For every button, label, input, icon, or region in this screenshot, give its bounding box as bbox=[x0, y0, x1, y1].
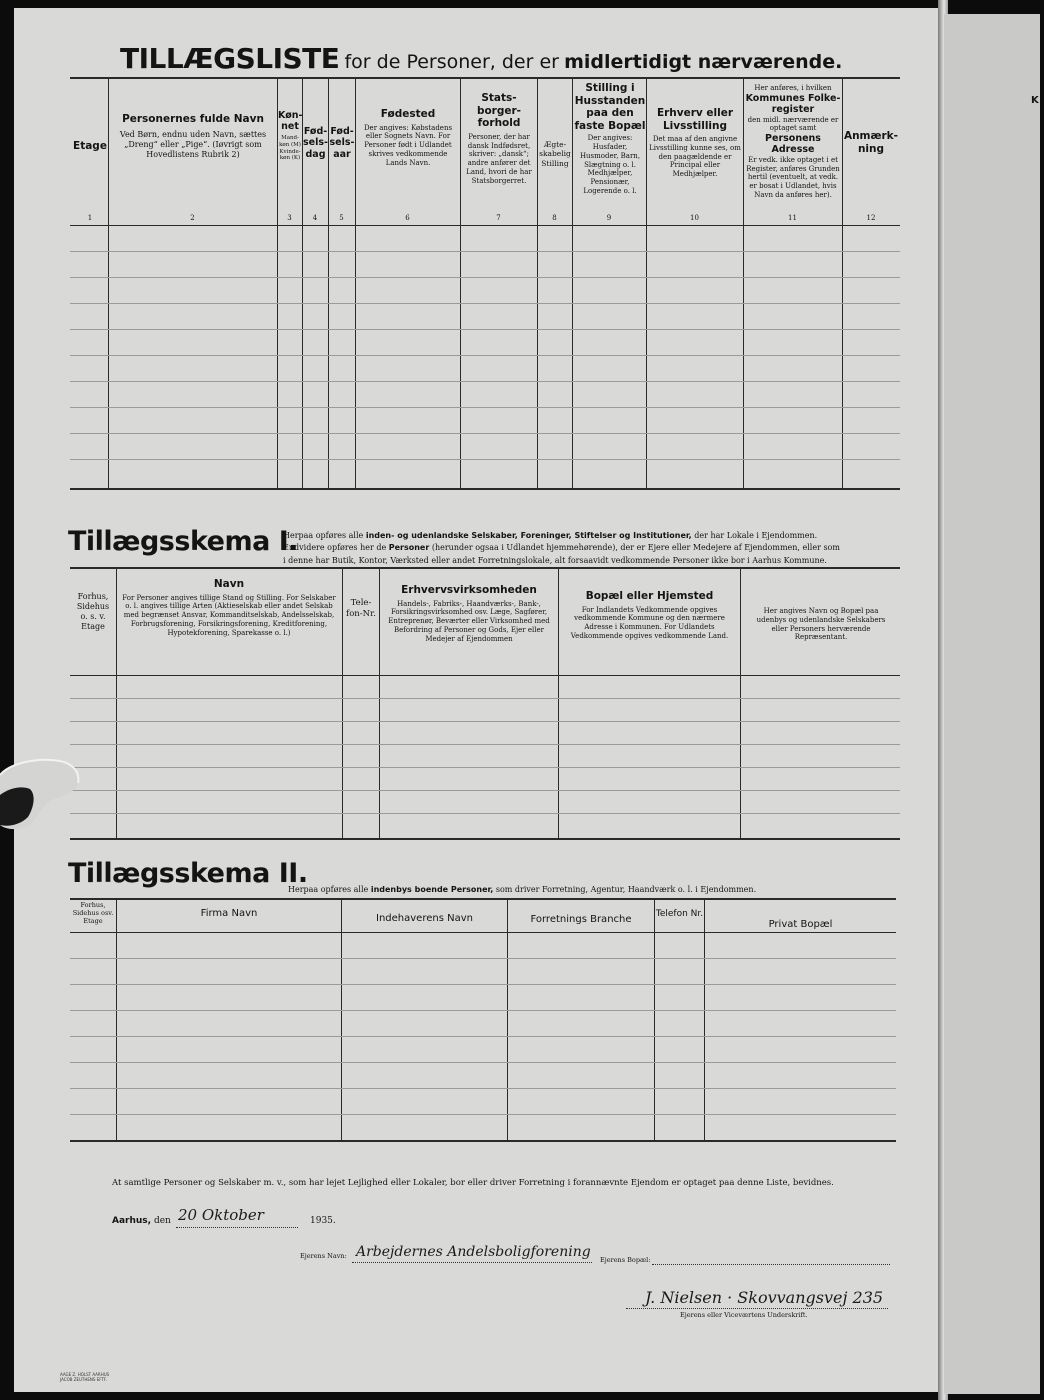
col-number-10: 10 bbox=[690, 214, 699, 222]
next-page-edge bbox=[944, 14, 1040, 1394]
date-handwritten: 20 Oktober bbox=[178, 1206, 264, 1224]
skema2-col-bopael: Privat Bopæl bbox=[768, 919, 833, 930]
skema2-col-indehaver: Indehaverens Navn bbox=[376, 913, 473, 924]
col-number-2: 2 bbox=[190, 214, 195, 222]
col-header-fodselsaar: Fød-sels-aar bbox=[329, 126, 355, 160]
col-number-11: 11 bbox=[788, 214, 797, 222]
col-header-kon: Køn-net Mand-køn (M) Kvinde-køn (K) bbox=[278, 110, 303, 162]
date-year: 1935. bbox=[310, 1216, 336, 1226]
main-title-emphasis: midlertidigt nærværende. bbox=[564, 51, 843, 73]
skema2-col-telefon: Telefon Nr. bbox=[655, 909, 704, 919]
owner-name-label: Ejerens Navn: bbox=[300, 1252, 347, 1260]
skema2-title: Tillægsskema II. bbox=[68, 858, 308, 889]
col-header-etage: Etage bbox=[73, 140, 107, 152]
skema1-col-etage: Forhus, Sidehus o. s. v. Etage bbox=[76, 592, 110, 631]
col-number-12: 12 bbox=[866, 214, 876, 222]
next-page-fragment: K bbox=[1031, 95, 1039, 106]
col-number-3: 3 bbox=[287, 214, 292, 222]
col-number-6: 6 bbox=[405, 214, 410, 222]
date-line: Aarhus, den bbox=[112, 1216, 171, 1226]
col-header-fodselsdag: Fød-sels-dag bbox=[303, 126, 328, 160]
printer-imprint: AAGE Z. HOLST AARHUS JACOB ZEUTHENS EFTF. bbox=[60, 1372, 110, 1383]
col-header-aegteskab: Ægte-skabelig Stilling bbox=[539, 140, 571, 168]
col-header-folkeregister: Her anføres, i hvilken Kommunes Folke-register den midl. nærværende er optaget samt Personens Adresse Er vedk. ikke optaget i et Register, anføres Grunden hertil (eventuelt, at vedk. er bosat i Udlandet, hvis Navn da anføres her). bbox=[745, 84, 841, 199]
signature: J. Nielsen · Skovvangsvej 235 bbox=[645, 1288, 884, 1307]
owner-name-value: Arbejdernes Andelsboligforening bbox=[356, 1244, 591, 1260]
finger-shadow bbox=[0, 755, 82, 830]
col-header-navn: Personernes fulde Navn Ved Børn, endnu uden Navn, sættes „Dreng“ eller „Pige“. (Iøvrigt som Hovedlistens Rubrik 2) bbox=[119, 113, 267, 159]
main-title-normal: for de Personer, der er bbox=[344, 51, 559, 73]
skema1-col-erhverv: Erhvervsvirksomheden Handels-, Fabriks-, Haandværks-, Bank-, Forsikringsvirksomhed osv. Læge, Sagfører, Entreprenør, Beværter eller Virksomhed med Befordring af Personer og Gods, Ejer eller Medejer af Ejendommen bbox=[388, 584, 550, 643]
col-header-anmaerkning: Anmærk-ning bbox=[843, 130, 899, 155]
col-header-statsborger: Stats-borger-forhold Personer, der har dansk Indfødsret, skriver: „dansk“; andre anfører det Land, hvori de har Statsborgerret. bbox=[466, 92, 532, 185]
skema2-intro: Herpaa opføres alle indenbys boende Personer, som driver Forretning, Agentur, Haandværk o. l. i Ejendommen. bbox=[288, 885, 757, 894]
signature-label: Ejerens eller Viceværtens Underskrift. bbox=[680, 1311, 808, 1319]
skema1-col-bopael: Bopæl eller Hjemsted For Indlandets Vedkommende opgives vedkommende Kommune og den nærmere Adresse i Kommunen. For Udlandets Vedkommende opgives vedkommende Land. bbox=[570, 590, 729, 640]
col-header-stilling: Stilling i Husstanden paa den faste Bopæl Der angives: Husfader, Husmoder, Barn, Slægtning o. l. Medhjælper, Pensionær, Logerende o. l. bbox=[574, 82, 646, 195]
skema2-col-branche: Forretnings Branche bbox=[530, 914, 632, 925]
col-number-8: 8 bbox=[552, 214, 557, 222]
main-title-bold: TILLÆGSLISTE bbox=[120, 42, 340, 75]
col-header-erhverv: Erhverv eller Livsstilling Det maa af den angivne Livsstilling kunne ses, om den paagældende er Principal eller Medhjælper. bbox=[649, 107, 741, 179]
col-number-1: 1 bbox=[87, 214, 93, 222]
col-number-9: 9 bbox=[606, 214, 612, 222]
col-number-7: 7 bbox=[496, 214, 501, 222]
skema1-title: Tillægsskema I. bbox=[68, 526, 299, 557]
col-header-fodested: Fødested Der angives: Købstadens eller Sognets Navn. For Personer født i Udlandet skrives vedkommende Lands Navn. bbox=[363, 108, 453, 167]
main-title bbox=[120, 42, 842, 75]
skema1-col-telefon: Tele-fon-Nr. bbox=[346, 598, 376, 619]
skema1-intro: Herpaa opføres alle inden- og udenlandske Selskaber, Foreninger, Stiftelser og Institutioner, der har Lokale i Ejendommen. Endvidere opføres her de Personer (herunder ogsaa i Udlandet hjemmehørende), der er Ejere eller Medejere af Ejendommen, eller som i denne har Butik, Kontor, Værksted eller andet Forretningslokale, alt forsaavidt vedkommende Personer ikke bor i Aarhus Kommune. bbox=[283, 531, 840, 565]
owner-bopael-label: Ejerens Bopæl: bbox=[600, 1256, 651, 1264]
skema1-col-navn: Navn For Personer angives tillige Stand og Stilling. For Selskaber o. l. angives tillige Arten (Aktieselskab eller andet Selskab med begrænset Ansvar, Kommanditselskab, Andelsselskab, Forbrugsforening, Forsikringsforening, Kreditforening, Hypotekforening, Sparekasse o. l.) bbox=[122, 578, 336, 637]
skema2-col-etage: Forhus, Sidehus osv. Etage bbox=[72, 901, 114, 926]
col-number-5: 5 bbox=[339, 214, 344, 222]
skema2-col-firma: Firma Navn bbox=[200, 908, 258, 919]
col-number-4: 4 bbox=[312, 214, 318, 222]
skema1-col-repraesentant: Her angives Navn og Bopæl paa udenbys og udenlandske Selskabers eller Personers herværende Repræsentant. bbox=[756, 607, 886, 642]
attestation-text: At samtlige Personer og Selskaber m. v., som har lejet Lejlighed eller Lokaler, bor eller driver Forretning i forannævnte Ejendom er optaget paa denne Liste, bevidnes. bbox=[112, 1178, 834, 1188]
